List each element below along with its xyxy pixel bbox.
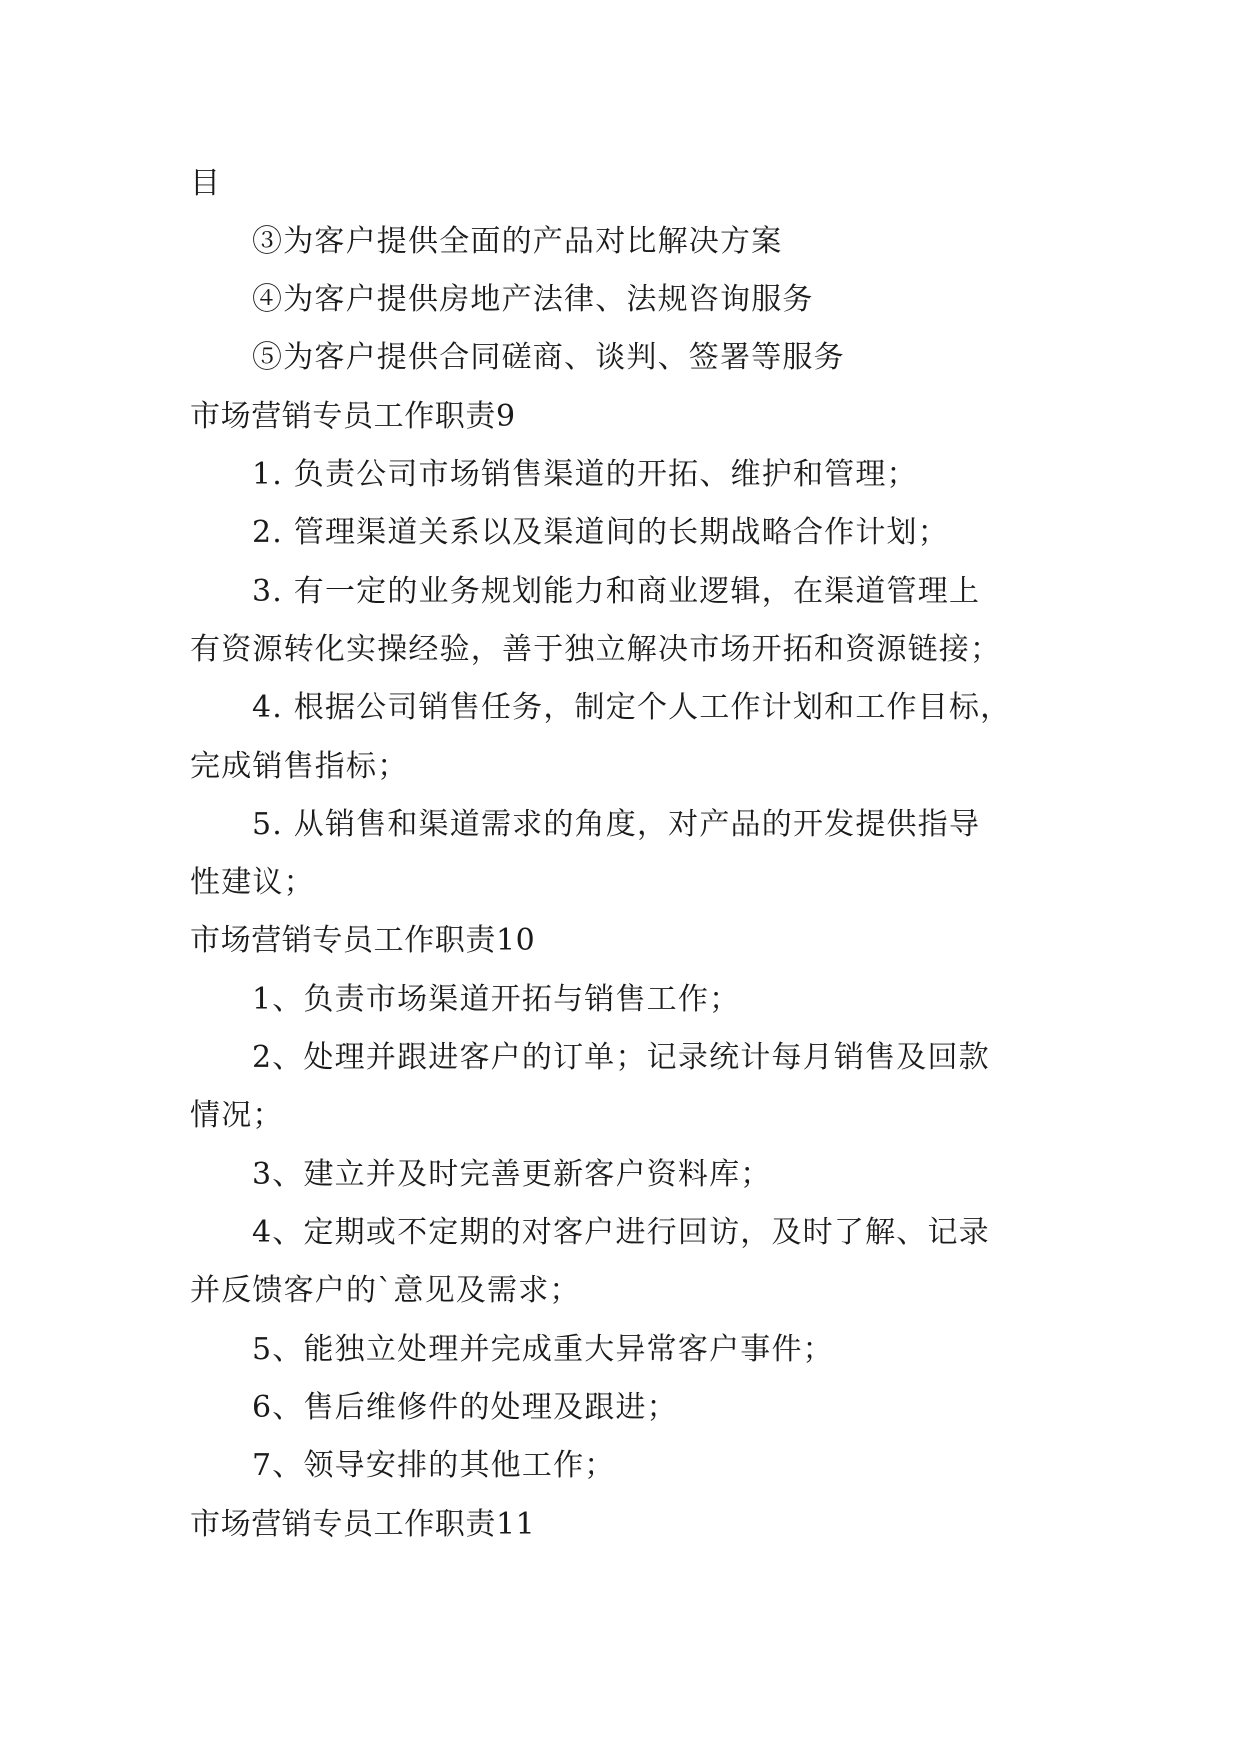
list-item: 6、售后维修件的处理及跟进； <box>252 1390 678 1425</box>
list-item: 1、负责市场渠道开拓与销售工作； <box>252 982 741 1017</box>
list-item: 3. 有一定的业务规划能力和商业逻辑，在渠道管理上 <box>252 574 981 609</box>
list-item: 5. 从销售和渠道需求的角度，对产品的开发提供指导 <box>252 807 981 842</box>
list-item-continuation: 有资源转化实操经验，善于独立解决市场开拓和资源链接； <box>190 632 1002 667</box>
list-item: 2. 管理渠道关系以及渠道间的长期战略合作计划； <box>252 515 949 550</box>
list-item: 2、处理并跟进客户的订单；记录统计每月销售及回款 <box>252 1040 990 1075</box>
list-item-continuation: 性建议； <box>190 865 315 900</box>
section-heading: 市场营销专员工作职责11 <box>190 1507 536 1542</box>
list-item: ⑤为客户提供合同磋商、谈判、签署等服务 <box>252 340 845 375</box>
list-item-continuation: 完成销售指标； <box>190 749 409 784</box>
text-line: 目 <box>190 166 222 201</box>
section-heading: 市场营销专员工作职责9 <box>190 399 516 434</box>
list-item-continuation: 并反馈客户的`意见及需求； <box>190 1273 581 1308</box>
list-item: 3、建立并及时完善更新客户资料库； <box>252 1157 772 1192</box>
list-item: 5、能独立处理并完成重大异常客户事件； <box>252 1332 834 1367</box>
list-item: 4、定期或不定期的对客户进行回访，及时了解、记录 <box>252 1215 990 1250</box>
list-item-continuation: 情况； <box>190 1098 284 1133</box>
list-item: ③为客户提供全面的产品对比解决方案 <box>252 224 783 259</box>
list-item: 1. 负责公司市场销售渠道的开拓、维护和管理； <box>252 457 918 492</box>
list-item: ④为客户提供房地产法律、法规咨询服务 <box>252 282 814 317</box>
list-item: 7、领导安排的其他工作； <box>252 1448 616 1483</box>
list-item: 4. 根据公司销售任务，制定个人工作计划和工作目标， <box>252 690 1012 725</box>
section-heading: 市场营销专员工作职责10 <box>190 923 536 958</box>
